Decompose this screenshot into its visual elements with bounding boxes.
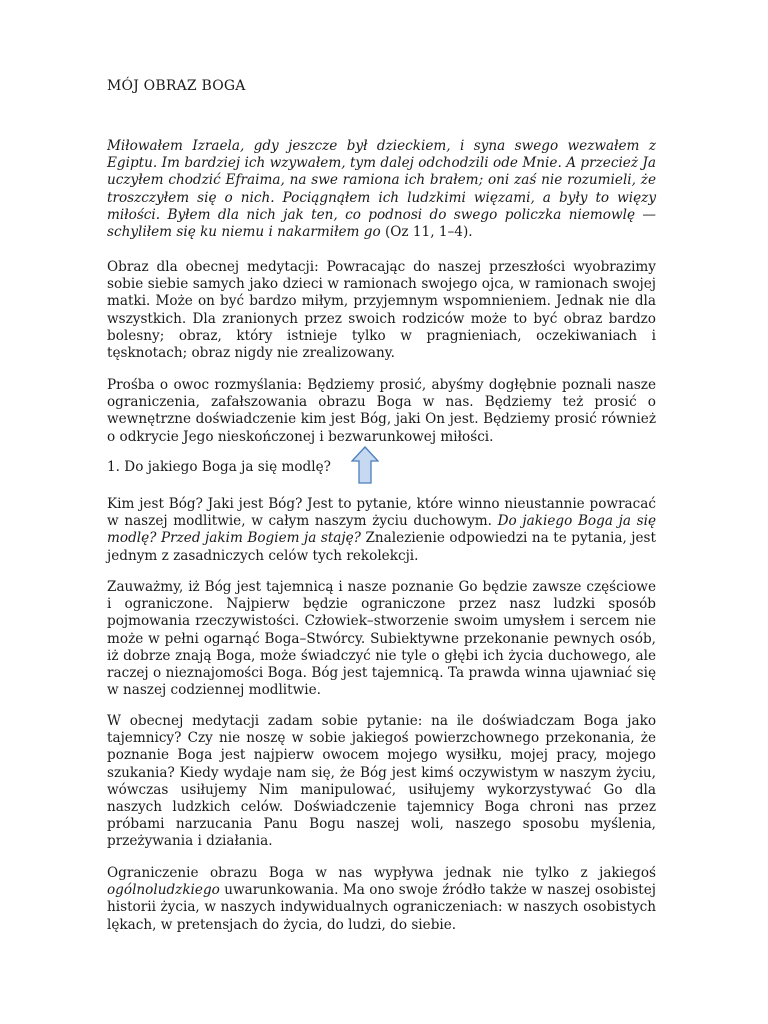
scripture-reference: (Oz 11, 1–4). (380, 224, 473, 241)
section-heading: 1. Do jakiego Boga ja się modlę? (107, 459, 331, 475)
limitation-text: Ograniczenie obrazu Boga w nas wypływa jednak nie tylko z jakiegoś (107, 865, 656, 881)
who-is-god-text-after: Znalezienie odpowiedzi na te pytania, jest jednym z zasadniczych celów tych rekolekcji. (107, 530, 656, 564)
who-is-god-italic: Do jakiego Boga ja się modlę? Przed jakim Bogiem ja staję? (107, 513, 656, 547)
present-meditation-paragraph: W obecnej medytacji zadam sobie pytanie: na ile doświadczam Boga jako tajemnicy? Czy nie noszę w sobie jakiegoś powierzchownego przekonania, że poznanie Boga jest najpierw owocem mojego wysiłku, mojej pracy, mojego szukania? Kiedy wydaje nam się, że Bóg jest kimś oczywistym w naszym życiu, wówczas usiłujemy Nim manipulować, usiłujemy wykorzystywać Go dla naszych ludzkich celów. Doświadczenie tajemnicy Boga chroni nas przez próbami narzucania Panu Bogu naszej woli, naszego sposobu myślenia, przeżywania i działania. (107, 713, 656, 850)
up-arrow-icon (351, 446, 379, 484)
scripture-quote-text: Miłowałem Izraela, gdy jeszcze był dzieckiem, i syna swego wezwałem z Egiptu. Im bardziej ich wzywałem, tym dalej odchodzili ode Mnie. A przecież Ja uczyłem chodzić Efraima, na swe ramiona ich brałem; oni zaś nie rozumieli, że troszczyłem się o nich. Pociągnąłem ich ludzkimi więzami, a były to więzy miłości. Byłem dla nich jak ten, co podnosi do swego policzka niemowlę — schyliłem się ku niemu i nakarmiłem go (107, 138, 656, 241)
scripture-quote (107, 138, 656, 241)
mystery-paragraph: Zauważmy, iż Bóg jest tajemnicą i nasze poznanie Go będzie zawsze częściowe i ograniczone. Najpierw będzie ograniczone przez nasz ludzki sposób pojmowania rzeczywistości. Człowiek–stworzenie swoim umysłem i sercem nie może w pełni ogarnąć Boga–Stwórcy. Subiektywne przekonanie pewnych osób, iż dobrze znają Boga, może świadczyć nie tyle o głębi ich życia duchowego, ale raczej o nieznajomości Boga. Bóg jest tajemnicą. Ta prawda winna ujawniać się w naszej codziennej modlitwie. (107, 579, 656, 699)
prayer-request-paragraph: Prośba o owoc rozmyślania: Będziemy prosić, abyśmy dogłębnie poznali nasze ograniczenia, zafałszowania obrazu Boga w nas. Będziemy też prosić o wewnętrzne doświadczenie kim jest Bóg, jaki On jest. Będziemy prosić również o odkrycie Jego nieskończonej i bezwarunkowej miłości. (107, 377, 656, 445)
limitation-text-after: uwarunkowania. Ma ono swoje źródło także w naszej osobistej historii życia, w naszych indywidualnych ograniczeniach: w naszych osobistych lękach, w pretensjach do życia, do ludzi, do siebie. (107, 882, 656, 933)
limitation-italic: ogólnoludzkiego (107, 882, 220, 899)
meditation-paragraph: Obraz dla obecnej medytacji: Powracając do naszej przeszłości wyobrazimy sobie siebie samych jako dzieci w ramionach swojego ojca, w ramionach swojej matki. Może on być bardzo miłym, przyjemnym wspomnieniem. Jednak nie dla wszystkich. Dla zranionych przez swoich rodziców może to być obraz bardzo bolesny; obraz, który istnieje tylko w pragnieniach, oczekiwaniach i tęsknotach; obraz nigdy nie zrealizowany. (107, 259, 656, 362)
up-arrow-shape (352, 447, 378, 483)
who-is-god-text: Kim jest Bóg? Jaki jest Bóg? Jest to pytanie, które winno nieustannie powracać w naszej modlitwie, w całym naszym życiu duchowym. (107, 496, 656, 530)
document-title: MÓJ OBRAZ BOGA (107, 78, 246, 94)
who-is-god-paragraph (107, 496, 656, 565)
limitation-paragraph (107, 865, 656, 934)
